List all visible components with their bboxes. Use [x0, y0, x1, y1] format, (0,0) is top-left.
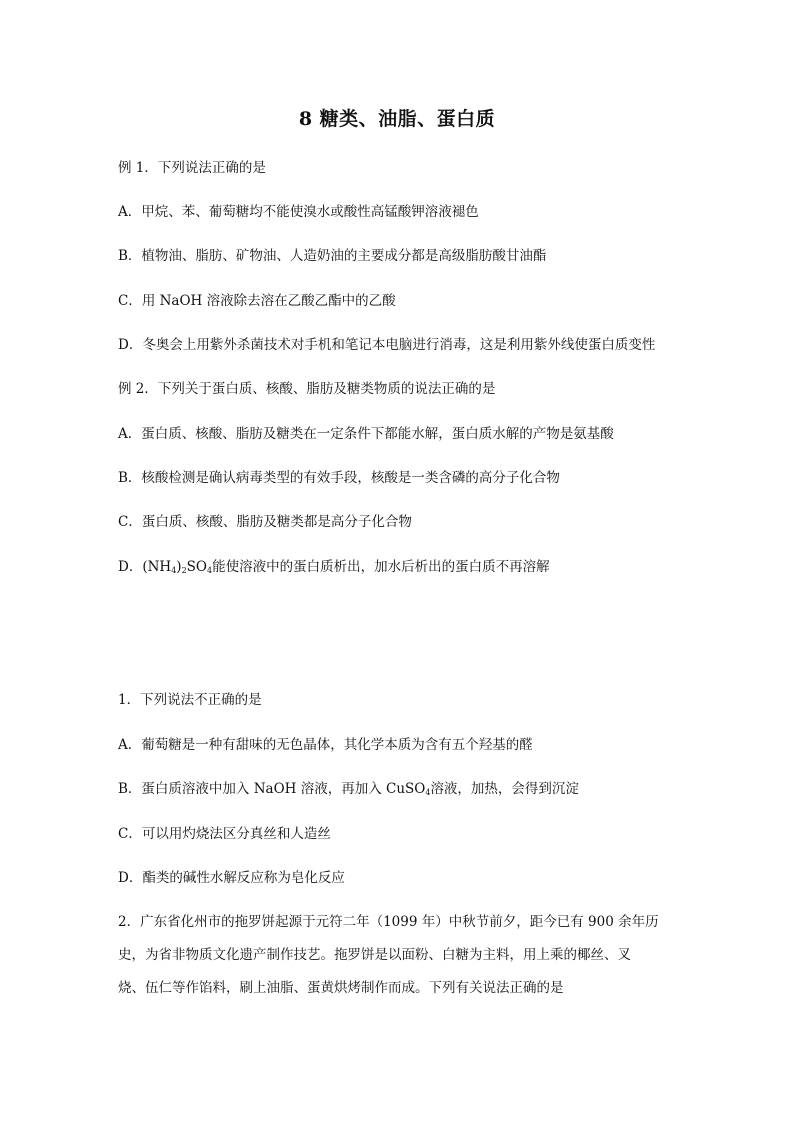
- question-1: 1．下列说法不正确的是: [118, 692, 262, 708]
- example-1-option-c: C．用 NaOH 溶液除去溶在乙酸乙酯中的乙酸: [118, 293, 396, 309]
- question-2-line-2: 史，为省非物质文化遗产制作技艺。拖罗饼是以面粉、白糖为主料，用上乘的椰丝、叉: [118, 947, 631, 963]
- page-title: 8 糖类、油脂、蛋白质: [298, 108, 496, 130]
- subscript: 2: [181, 566, 187, 575]
- option-d-so: SO: [186, 559, 207, 575]
- question-1-option-d: D．酯类的碱性水解反应称为皂化反应: [118, 870, 345, 886]
- subscript: 4: [425, 788, 431, 797]
- option-d-prefix: D．(NH: [118, 559, 172, 575]
- example-2-option-d: [118, 557, 550, 581]
- option-b-rest: 溶液，加热，会得到沉淀: [430, 781, 579, 797]
- subscript: 4: [171, 566, 177, 575]
- question-1-option-a: A．葡萄糖是一种有甜味的无色晶体，其化学本质为含有五个羟基的醛: [118, 737, 533, 753]
- question-1-option-c: C．可以用灼烧法区分真丝和人造丝: [118, 826, 331, 842]
- example-1-option-b: B．植物油、脂肪、矿物油、人造奶油的主要成分都是高级脂肪酸甘油酯: [118, 248, 547, 264]
- question-2-line-1: 2．广东省化州市的拖罗饼起源于元符二年（1099 年）中秋节前夕，距今已有 900 余年历: [118, 914, 659, 930]
- option-b-prefix: B．蛋白质溶液中加入 NaOH 溶液，再加入 CuSO: [118, 781, 426, 797]
- example-2-option-c: C．蛋白质、核酸、脂肪及糖类都是高分子化合物: [118, 514, 412, 530]
- example-2-option-b: B．核酸检测是确认病毒类型的有效手段，核酸是一类含磷的高分子化合物: [118, 470, 560, 486]
- option-d-paren: ): [176, 559, 182, 575]
- example-1-option-d: D．冬奥会上用紫外杀菌技术对手机和笔记本电脑进行消毒，这是利用紫外线使蛋白质变性: [118, 337, 656, 353]
- question-1-option-b: [118, 779, 579, 803]
- subscript: 4: [206, 566, 213, 575]
- example-1-question: 例 1．下列说法正确的是: [118, 160, 266, 176]
- option-d-rest: 能使溶液中的蛋白质析出，加水后析出的蛋白质不再溶解: [212, 559, 550, 575]
- question-2-line-3: 烧、伍仁等作馅料，刷上油脂、蛋黄烘烤制作而成。下列有关说法正确的是: [118, 980, 564, 996]
- example-1-option-a: A．甲烷、苯、葡萄糖均不能使溴水或酸性高锰酸钾溶液褪色: [118, 204, 479, 220]
- example-2-option-a: A．蛋白质、核酸、脂肪及糖类在一定条件下都能水解，蛋白质水解的产物是氨基酸: [118, 426, 614, 442]
- example-2-question: 例 2．下列关于蛋白质、核酸、脂肪及糖类物质的说法正确的是: [118, 381, 496, 397]
